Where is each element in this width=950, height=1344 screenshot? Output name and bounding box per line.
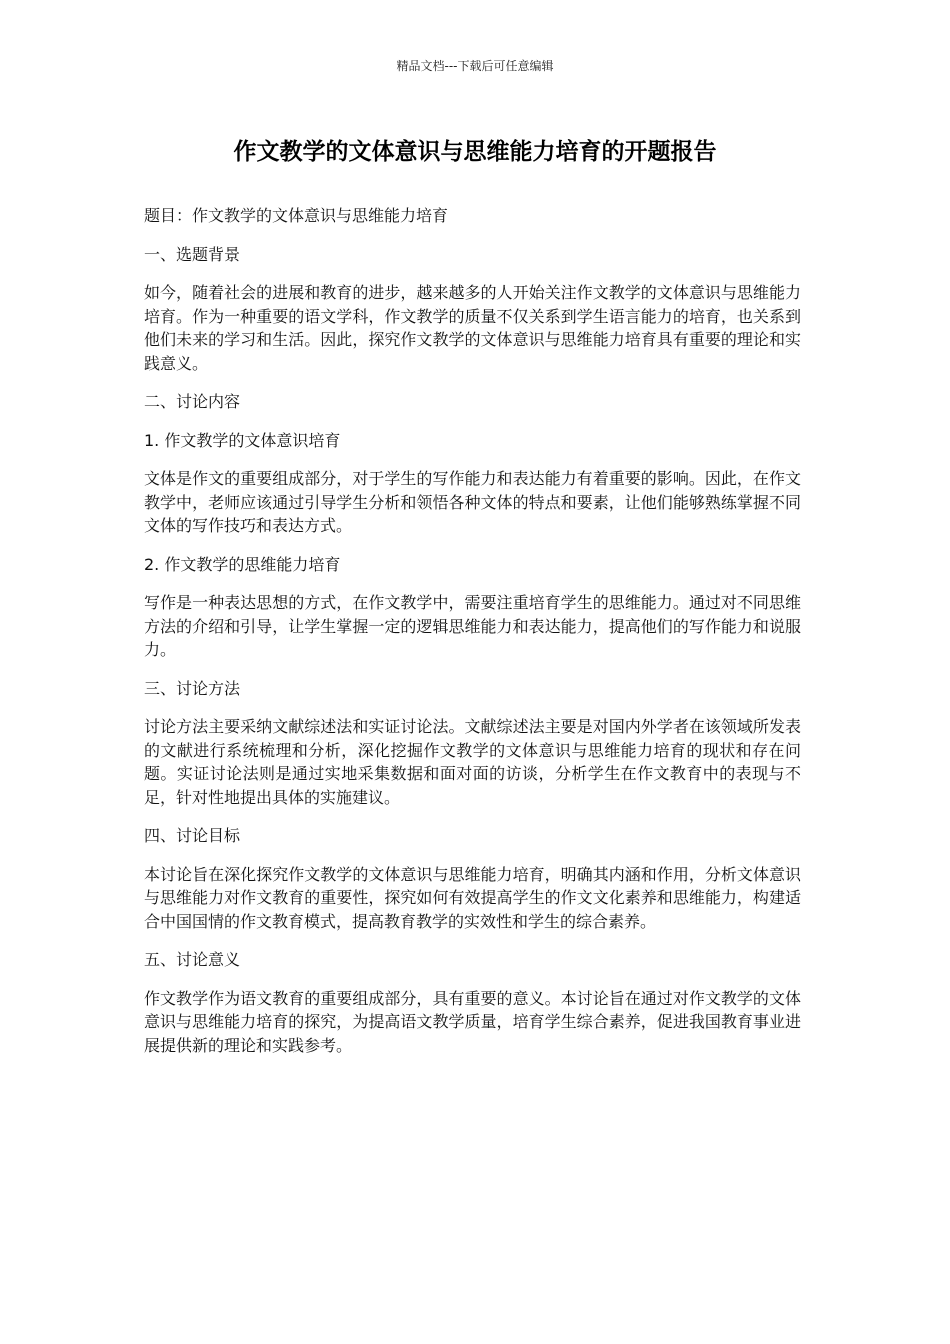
section-paragraph-method: 讨论方法主要采纳文献综述法和实证讨论法。文献综述法主要是对国内外学者在该领域所发表的文献进行系统梳理和分析，深化挖掘作文教学的文体意识与思维能力培育的现状和存在问题。实证讨论法则是通过实地采集数据和面对面的访谈，分析学生在作文教育中的表现与不足，针对性地提出具体的实施建议。 xyxy=(144,717,801,807)
topic-line: 题目：作文教学的文体意识与思维能力培育 xyxy=(144,206,449,225)
section-paragraph-significance: 作文教学作为语文教育的重要组成部分，具有重要的意义。本讨论旨在通过对作文教学的文体意识与思维能力培育的探究，为提高语文教学质量，培育学生综合素养，促进我国教育事业进展提供新的理论和实践参考。 xyxy=(144,988,801,1055)
section-paragraph-goal: 本讨论旨在深化探究作文教学的文体意识与思维能力培育，明确其内涵和作用，分析文体意识与思维能力对作文教育的重要性，探究如何有效提高学生的作文文化素养和思维能力，构建适合中国国情的作文教育模式，提高教育教学的实效性和学生的综合素养。 xyxy=(144,864,801,931)
section-heading-background: 一、选题背景 xyxy=(144,244,241,264)
section-paragraph-background: 如今，随着社会的进展和教育的进步，越来越多的人开始关注作文教学的文体意识与思维能力培育。作为一种重要的语文学科，作文教学的质量不仅关系到学生语言能力的培育，也关系到他们未来的学习和生活。因此，探究作文教学的文体意识与思维能力培育具有重要的理论和实践意义。 xyxy=(144,283,801,373)
subsection-paragraph-genre: 文体是作文的重要组成部分，对于学生的写作能力和表达能力有着重要的影响。因此，在作文教学中，老师应该通过引导学生分析和领悟各种文体的特点和要素，让他们能够熟练掌握不同文体的写作技巧和表达方式。 xyxy=(144,469,801,535)
section-heading-goal: 四、讨论目标 xyxy=(144,826,241,845)
section-heading-content: 二、讨论内容 xyxy=(144,392,241,411)
subsection-heading-thinking: 2. 作文教学的思维能力培育 xyxy=(144,554,341,574)
document-title: 作文教学的文体意识与思维能力培育的开题报告 xyxy=(233,139,717,165)
subsection-heading-genre: 1. 作文教学的文体意识培育 xyxy=(144,430,341,450)
section-heading-significance: 五、讨论意义 xyxy=(144,950,241,969)
document-body xyxy=(144,204,801,1072)
subsection-paragraph-thinking: 写作是一种表达思想的方式，在作文教学中，需要注重培育学生的思维能力。通过对不同思维方法的介绍和引导，让学生掌握一定的逻辑思维能力和表达能力，提高他们的写作能力和说服力。 xyxy=(144,593,801,659)
section-heading-method: 三、讨论方法 xyxy=(144,678,241,698)
header-note: 精品文档---下载后可任意编辑 xyxy=(396,59,554,73)
